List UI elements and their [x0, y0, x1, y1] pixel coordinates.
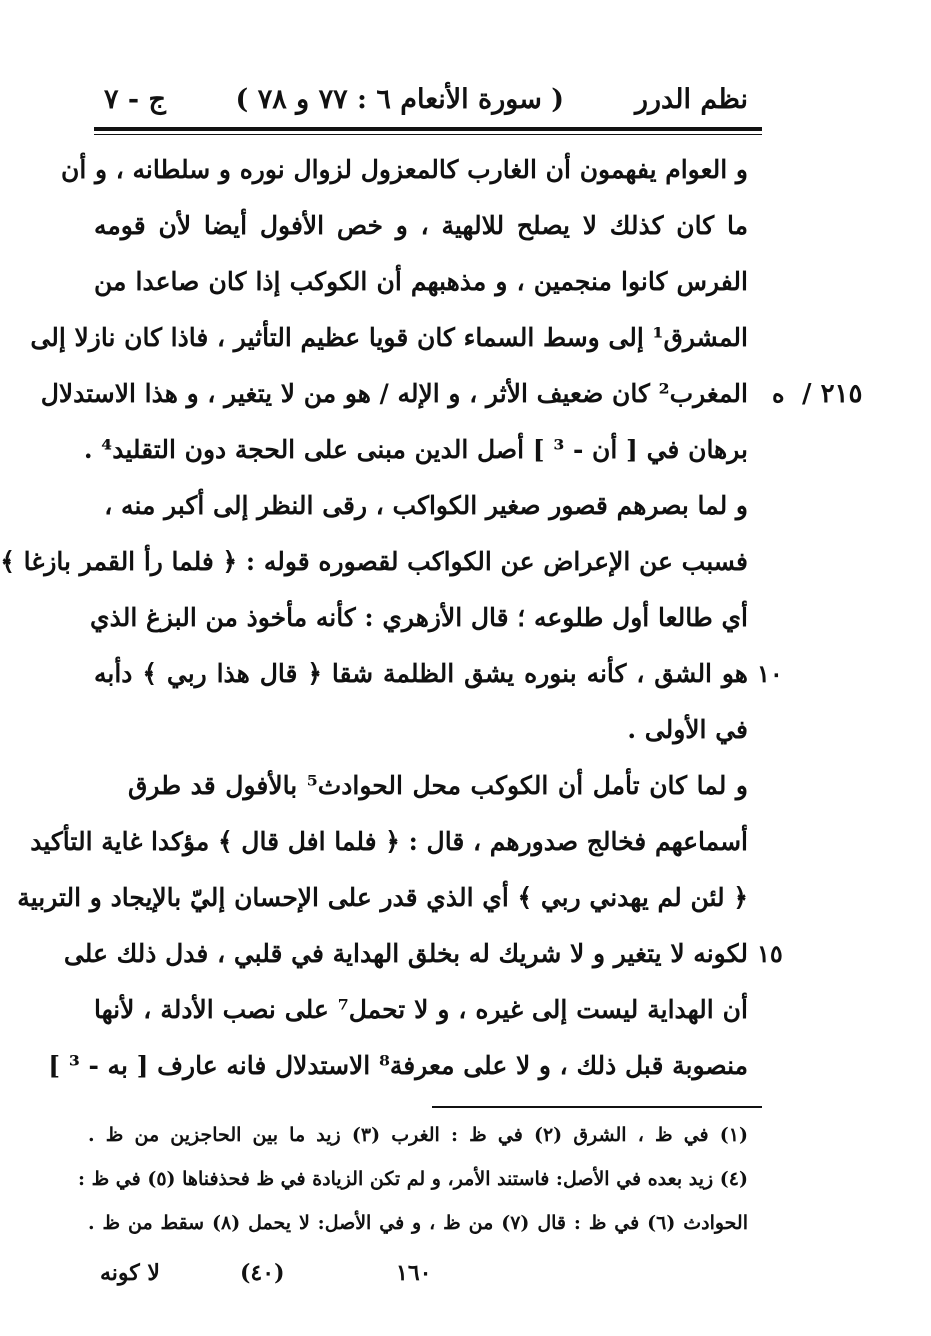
line-number-15: ١٥ [757, 939, 783, 968]
body-line-4: المشرق¹ إلى وسط السماء كان قويا عظيم التأثير ، فاذا كان نازلا إلى [30, 323, 748, 352]
volume-label: ج - ٧ [104, 84, 166, 115]
body-line-2: ما كان كذلك لا يصلح للالهية ، و خص الأفول أيضا لأن قومه [94, 211, 748, 240]
body-line-1: و العوام يفهمون أن الغارب كالمعزول لزوال نوره و سلطانه ، و أن [60, 155, 748, 184]
body-line-6: برهان في [ أن - ³ ] أصل الدين مبنى على الحجة دون التقليد⁴ . [83, 435, 748, 464]
body-line-17: منصوبة قبل ذلك ، و لا على معرفة⁸ الاستدلال فانه عارف [ به - ³ ] [48, 1051, 748, 1080]
footnote-line-1: (١) في ظ ، الشرق (٢) في ظ : الغرب (٣) زيد ما بين الحاجزين من ظ . [88, 1124, 748, 1146]
body-line-12: و لما كان تأمل أن الكوكب محل الحوادث⁵ بالأفول قد طرق [128, 771, 748, 800]
footnote-rule [432, 1106, 762, 1108]
body-line-14: ﴿ لئن لم يهدني ربي ﴾ أي الذي قدر على الإحسان إليّ بالإيجاد و التربية [17, 883, 748, 912]
footnote-line-3: الحوادث (٦) في ظ : قال (٧) من ظ ، و في الأصل: لا يحمل (٨) سقط من ظ . [88, 1212, 748, 1234]
line-number-10: ١٠ [757, 659, 783, 688]
footnote-line-2: (٤) زيد بعده في الأصل: فاستند الأمر، و لم تكن الزيادة في ظ فحذفناها (٥) في ظ : [77, 1168, 748, 1190]
catchword: لا كونه [100, 1260, 160, 1286]
original-page-reference: ٢١٥ / [802, 379, 863, 409]
body-line-13: أسماعهم فخالج صدورهم ، قال : ﴿ فلما افل قال ﴾ مؤكدا غاية التأكيد [30, 827, 748, 856]
body-line-10: هو الشق ، كأنه بنوره يشق الظلمة شقا ﴿ قال هذا ربي ﴾ دأبه [94, 659, 748, 688]
surah-reference: ( سورة الأنعام ٦ : ٧٧ و ٧٨ ) [235, 84, 564, 115]
body-line-11: في الأولى . [627, 715, 748, 744]
signature-mark: (٤٠) [240, 1260, 285, 1286]
header-rule-thin [94, 134, 762, 135]
body-line-7: و لما بصرهم قصور صغير الكواكب ، رقى النظر إلى أكبر منه ، [104, 491, 748, 520]
body-line-3: الفرس كانوا منجمين ، و مذهبهم أن الكوكب إذا كان صاعدا من [94, 267, 748, 296]
body-line-16: أن الهداية ليست إلى غيره ، و لا تحمل⁷ على نصب الأدلة ، لأنها [94, 995, 748, 1024]
running-title: نظم الدرر [634, 84, 748, 115]
body-line-15: لكونه لا يتغير و لا شريك له بخلق الهداية في قلبي ، فدل ذلك على [63, 939, 748, 968]
body-line-9: أي طالعا أول طلوعه ؛ قال الأزهري : كأنه مأخوذ من البزغ الذي [90, 603, 748, 632]
body-line-5: المغرب² كان ضعيف الأثر ، و الإله / هو من لا يتغير ، و هذا الاستدلال [40, 379, 748, 408]
header-rule-thick [94, 127, 762, 131]
body-line-8: فسبب عن الإعراض عن الكواكب لقصوره قوله : ﴿ فلما رأ القمر بازغا ﴾ [0, 547, 748, 576]
page-number: ١٦٠ [396, 1260, 432, 1286]
line-number-5: ه [772, 379, 785, 408]
